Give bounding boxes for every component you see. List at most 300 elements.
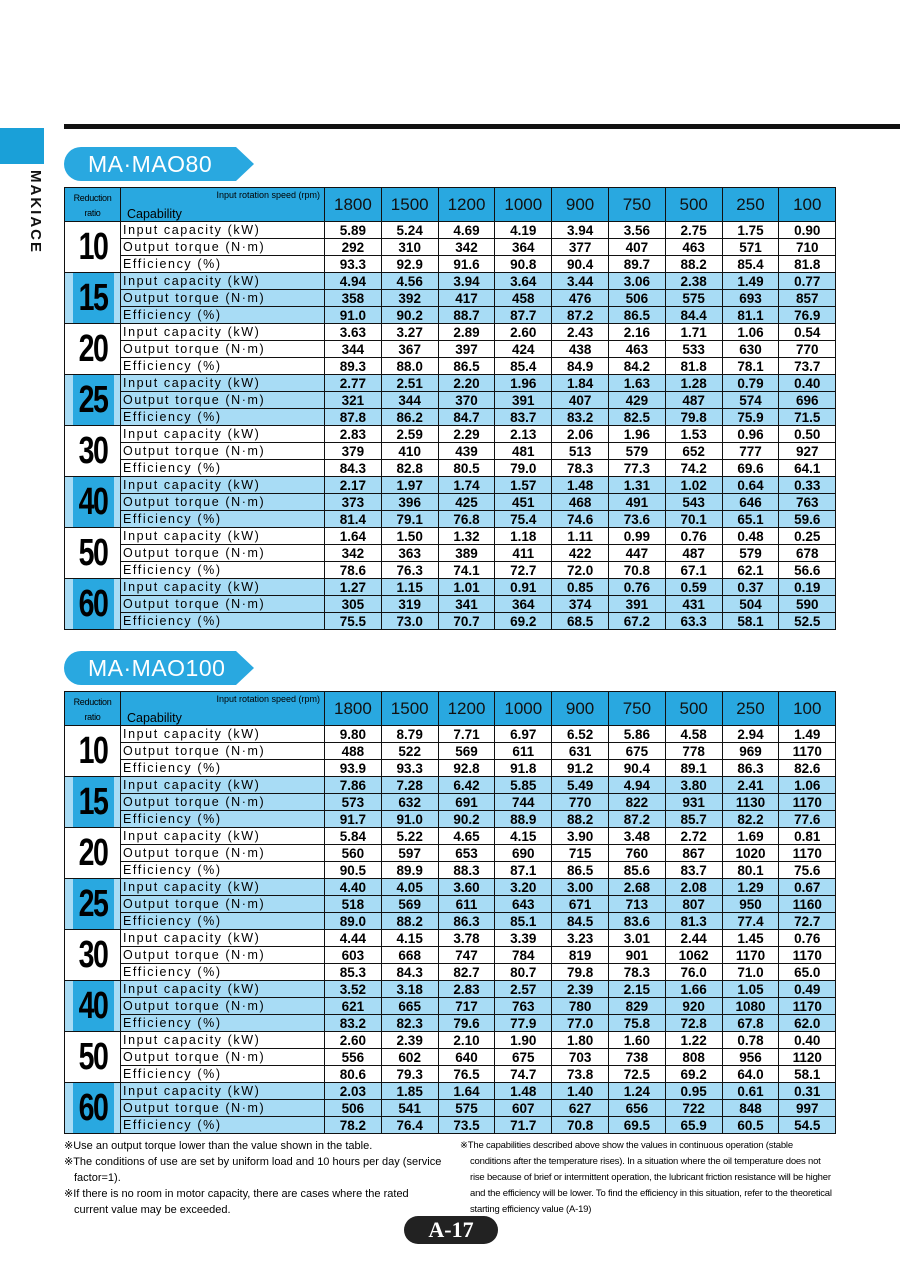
speed-header: 900 — [552, 188, 609, 222]
value-cell: 78.1 — [722, 358, 779, 375]
value-cell: 696 — [779, 392, 836, 409]
value-cell: 0.37 — [722, 579, 779, 596]
note: ※Use an output torque lower than the value shown in the table. — [64, 1140, 373, 1152]
value-cell: 848 — [722, 1100, 779, 1117]
input-speed-label: Input rotation speed (rpm) — [216, 694, 320, 704]
value-cell: 90.4 — [552, 256, 609, 273]
value-cell: 710 — [779, 239, 836, 256]
value-cell: 73.0 — [381, 613, 438, 630]
capability-table — [64, 691, 836, 1134]
value-cell: 68.5 — [552, 613, 609, 630]
row-label: Efficiency (%) — [121, 562, 325, 579]
table-row — [65, 947, 836, 964]
value-cell: 344 — [325, 341, 382, 358]
note: ※The capabilities described above show the values in continuous operation (stable conditions after the temperature rises). In a situation where the oil temperature does not rise because of brief or intermittent operation, the lubricant friction resistance will be higher and the efficiency will be lower. To find the efficiency in this situation, refer to the theoretical starting efficiency value (A-19) — [460, 1140, 832, 1215]
value-cell: 85.4 — [722, 256, 779, 273]
value-cell: 1.06 — [722, 324, 779, 341]
row-label: Input capacity (kW) — [121, 528, 325, 545]
section-title-badge — [64, 147, 254, 181]
ratio-cell: 10 — [72, 726, 114, 777]
value-cell: 91.8 — [495, 760, 552, 777]
value-cell: 88.2 — [381, 913, 438, 930]
row-label: Input capacity (kW) — [121, 375, 325, 392]
capability-label: Capability — [127, 711, 182, 725]
value-cell: 808 — [665, 1049, 722, 1066]
value-cell: 597 — [381, 845, 438, 862]
value-cell: 5.22 — [381, 828, 438, 845]
value-cell: 504 — [722, 596, 779, 613]
value-cell: 1130 — [722, 794, 779, 811]
value-cell: 91.0 — [381, 811, 438, 828]
value-cell: 377 — [552, 239, 609, 256]
speed-header: 500 — [665, 188, 722, 222]
value-cell: 76.3 — [381, 562, 438, 579]
table-row — [65, 341, 836, 358]
value-cell: 1.53 — [665, 426, 722, 443]
value-cell: 9.80 — [325, 726, 382, 743]
reduction-ratio-header: Reduction ratio — [65, 188, 121, 222]
ratio-cell: 20 — [72, 828, 114, 879]
value-cell: 3.78 — [438, 930, 495, 947]
row-label: Input capacity (kW) — [121, 828, 325, 845]
input-speed-label: Input rotation speed (rpm) — [216, 190, 320, 200]
row-label: Efficiency (%) — [121, 1015, 325, 1032]
notes-left — [64, 1138, 444, 1218]
value-cell: 675 — [608, 743, 665, 760]
value-cell: 79.6 — [438, 1015, 495, 1032]
value-cell: 1.85 — [381, 1083, 438, 1100]
value-cell: 3.60 — [438, 879, 495, 896]
value-cell: 3.01 — [608, 930, 665, 947]
value-cell: 630 — [722, 341, 779, 358]
table-row — [65, 1100, 836, 1117]
speed-header: 900 — [552, 692, 609, 726]
value-cell: 88.0 — [381, 358, 438, 375]
value-cell: 4.69 — [438, 222, 495, 239]
row-label: Output torque (N·m) — [121, 998, 325, 1015]
value-cell: 703 — [552, 1049, 609, 1066]
value-cell: 397 — [438, 341, 495, 358]
side-tab-marker — [0, 128, 44, 164]
value-cell: 2.60 — [495, 324, 552, 341]
value-cell: 391 — [608, 596, 665, 613]
value-cell: 770 — [552, 794, 609, 811]
value-cell: 86.5 — [608, 307, 665, 324]
value-cell: 0.33 — [779, 477, 836, 494]
value-cell: 770 — [779, 341, 836, 358]
table-row — [65, 239, 836, 256]
value-cell: 81.4 — [325, 511, 382, 528]
value-cell: 424 — [495, 341, 552, 358]
value-cell: 0.19 — [779, 579, 836, 596]
value-cell: 2.44 — [665, 930, 722, 947]
value-cell: 74.1 — [438, 562, 495, 579]
table-row — [65, 760, 836, 777]
value-cell: 2.15 — [608, 981, 665, 998]
value-cell: 2.41 — [722, 777, 779, 794]
speed-header: 750 — [608, 692, 665, 726]
section-title-badge — [64, 651, 254, 685]
value-cell: 73.5 — [438, 1117, 495, 1134]
title-arrow — [236, 651, 254, 685]
ratio-cell: 40 — [72, 981, 114, 1032]
value-cell: 64.1 — [779, 460, 836, 477]
table-row — [65, 477, 836, 494]
table-row — [65, 375, 836, 392]
row-label: Output torque (N·m) — [121, 845, 325, 862]
value-cell: 2.39 — [381, 1032, 438, 1049]
value-cell: 777 — [722, 443, 779, 460]
value-cell: 1.24 — [608, 1083, 665, 1100]
ratio-cell: 60 — [72, 579, 114, 630]
value-cell: 3.23 — [552, 930, 609, 947]
value-cell: 1.27 — [325, 579, 382, 596]
value-cell: 92.8 — [438, 760, 495, 777]
table-row — [65, 794, 836, 811]
value-cell: 80.6 — [325, 1066, 382, 1083]
row-label: Output torque (N·m) — [121, 947, 325, 964]
table-row — [65, 392, 836, 409]
value-cell: 569 — [381, 896, 438, 913]
value-cell: 425 — [438, 494, 495, 511]
value-cell: 90.2 — [438, 811, 495, 828]
value-cell: 69.6 — [722, 460, 779, 477]
value-cell: 0.50 — [779, 426, 836, 443]
value-cell: 579 — [608, 443, 665, 460]
value-cell: 6.97 — [495, 726, 552, 743]
value-cell: 506 — [325, 1100, 382, 1117]
value-cell: 5.89 — [325, 222, 382, 239]
table-row — [65, 256, 836, 273]
row-label: Output torque (N·m) — [121, 341, 325, 358]
value-cell: 468 — [552, 494, 609, 511]
value-cell: 901 — [608, 947, 665, 964]
value-cell: 4.56 — [381, 273, 438, 290]
value-cell: 543 — [665, 494, 722, 511]
value-cell: 4.94 — [325, 273, 382, 290]
value-cell: 84.3 — [325, 460, 382, 477]
row-label: Output torque (N·m) — [121, 392, 325, 409]
value-cell: 646 — [722, 494, 779, 511]
value-cell: 541 — [381, 1100, 438, 1117]
capability-header — [121, 188, 325, 222]
row-label: Output torque (N·m) — [121, 443, 325, 460]
value-cell: 0.79 — [722, 375, 779, 392]
row-label: Input capacity (kW) — [121, 273, 325, 290]
value-cell: 1.60 — [608, 1032, 665, 1049]
value-cell: 91.6 — [438, 256, 495, 273]
row-label: Input capacity (kW) — [121, 726, 325, 743]
value-cell: 71.5 — [779, 409, 836, 426]
value-cell: 780 — [552, 998, 609, 1015]
value-cell: 3.90 — [552, 828, 609, 845]
value-cell: 763 — [779, 494, 836, 511]
value-cell: 5.84 — [325, 828, 382, 845]
value-cell: 79.8 — [552, 964, 609, 981]
value-cell: 78.3 — [608, 964, 665, 981]
value-cell: 0.81 — [779, 828, 836, 845]
value-cell: 476 — [552, 290, 609, 307]
value-cell: 1170 — [722, 947, 779, 964]
value-cell: 76.9 — [779, 307, 836, 324]
value-cell: 2.16 — [608, 324, 665, 341]
section-title: MA·MAO100 — [88, 655, 226, 681]
value-cell: 640 — [438, 1049, 495, 1066]
value-cell: 717 — [438, 998, 495, 1015]
value-cell: 447 — [608, 545, 665, 562]
value-cell: 571 — [722, 239, 779, 256]
table-row — [65, 811, 836, 828]
row-label: Input capacity (kW) — [121, 1083, 325, 1100]
value-cell: 84.7 — [438, 409, 495, 426]
value-cell: 0.61 — [722, 1083, 779, 1100]
table-row — [65, 273, 836, 290]
value-cell: 0.31 — [779, 1083, 836, 1100]
table-row — [65, 596, 836, 613]
row-label: Input capacity (kW) — [121, 777, 325, 794]
row-label: Output torque (N·m) — [121, 1049, 325, 1066]
value-cell: 722 — [665, 1100, 722, 1117]
table-row — [65, 913, 836, 930]
value-cell: 653 — [438, 845, 495, 862]
value-cell: 89.0 — [325, 913, 382, 930]
page-number: A-17 — [404, 1216, 498, 1244]
value-cell: 64.0 — [722, 1066, 779, 1083]
value-cell: 4.44 — [325, 930, 382, 947]
value-cell: 763 — [495, 998, 552, 1015]
table-row — [65, 1083, 836, 1100]
value-cell: 319 — [381, 596, 438, 613]
value-cell: 1.40 — [552, 1083, 609, 1100]
value-cell: 481 — [495, 443, 552, 460]
value-cell: 2.72 — [665, 828, 722, 845]
row-label: Efficiency (%) — [121, 1066, 325, 1083]
value-cell: 86.3 — [722, 760, 779, 777]
value-cell: 2.39 — [552, 981, 609, 998]
value-cell: 75.8 — [608, 1015, 665, 1032]
value-cell: 75.5 — [325, 613, 382, 630]
top-rule — [64, 124, 900, 129]
value-cell: 575 — [665, 290, 722, 307]
value-cell: 631 — [552, 743, 609, 760]
ratio-cell: 20 — [72, 324, 114, 375]
value-cell: 1.84 — [552, 375, 609, 392]
value-cell: 997 — [779, 1100, 836, 1117]
value-cell: 89.7 — [608, 256, 665, 273]
value-cell: 77.6 — [779, 811, 836, 828]
value-cell: 1.02 — [665, 477, 722, 494]
value-cell: 1.15 — [381, 579, 438, 596]
row-label: Efficiency (%) — [121, 811, 325, 828]
value-cell: 1170 — [779, 743, 836, 760]
value-cell: 69.2 — [495, 613, 552, 630]
value-cell: 1.31 — [608, 477, 665, 494]
value-cell: 389 — [438, 545, 495, 562]
value-cell: 82.2 — [722, 811, 779, 828]
value-cell: 72.5 — [608, 1066, 665, 1083]
row-label: Input capacity (kW) — [121, 222, 325, 239]
value-cell: 3.80 — [665, 777, 722, 794]
value-cell: 2.75 — [665, 222, 722, 239]
table-row — [65, 981, 836, 998]
row-label: Output torque (N·m) — [121, 743, 325, 760]
value-cell: 342 — [325, 545, 382, 562]
value-cell: 58.1 — [779, 1066, 836, 1083]
table-row — [65, 1032, 836, 1049]
value-cell: 88.9 — [495, 811, 552, 828]
value-cell: 1.06 — [779, 777, 836, 794]
value-cell: 69.2 — [665, 1066, 722, 1083]
ratio-cell: 50 — [72, 1032, 114, 1083]
value-cell: 0.54 — [779, 324, 836, 341]
table-row — [65, 409, 836, 426]
value-cell: 91.7 — [325, 811, 382, 828]
value-cell: 1.96 — [495, 375, 552, 392]
value-cell: 87.2 — [552, 307, 609, 324]
value-cell: 0.85 — [552, 579, 609, 596]
value-cell: 1170 — [779, 947, 836, 964]
value-cell: 1.64 — [325, 528, 382, 545]
value-cell: 603 — [325, 947, 382, 964]
value-cell: 84.3 — [381, 964, 438, 981]
value-cell: 91.0 — [325, 307, 382, 324]
value-cell: 1.01 — [438, 579, 495, 596]
value-cell: 2.17 — [325, 477, 382, 494]
value-cell: 451 — [495, 494, 552, 511]
value-cell: 65.0 — [779, 964, 836, 981]
value-cell: 573 — [325, 794, 382, 811]
value-cell: 1.48 — [495, 1083, 552, 1100]
value-cell: 0.25 — [779, 528, 836, 545]
value-cell: 931 — [665, 794, 722, 811]
value-cell: 611 — [438, 896, 495, 913]
value-cell: 410 — [381, 443, 438, 460]
value-cell: 1.90 — [495, 1032, 552, 1049]
value-cell: 73.6 — [608, 511, 665, 528]
value-cell: 88.2 — [552, 811, 609, 828]
value-cell: 80.1 — [722, 862, 779, 879]
row-label: Input capacity (kW) — [121, 426, 325, 443]
value-cell: 1120 — [779, 1049, 836, 1066]
value-cell: 2.08 — [665, 879, 722, 896]
value-cell: 90.5 — [325, 862, 382, 879]
notes-right — [460, 1138, 836, 1218]
value-cell: 3.64 — [495, 273, 552, 290]
value-cell: 0.78 — [722, 1032, 779, 1049]
value-cell: 76.8 — [438, 511, 495, 528]
speed-header: 750 — [608, 188, 665, 222]
value-cell: 1.97 — [381, 477, 438, 494]
row-label: Input capacity (kW) — [121, 1032, 325, 1049]
value-cell: 2.06 — [552, 426, 609, 443]
value-cell: 2.68 — [608, 879, 665, 896]
table-row — [65, 862, 836, 879]
value-cell: 88.7 — [438, 307, 495, 324]
reduction-ratio-header: Reduction ratio — [65, 692, 121, 726]
value-cell: 93.9 — [325, 760, 382, 777]
value-cell: 84.2 — [608, 358, 665, 375]
table-row — [65, 222, 836, 239]
value-cell: 1.11 — [552, 528, 609, 545]
value-cell: 611 — [495, 743, 552, 760]
value-cell: 1160 — [779, 896, 836, 913]
value-cell: 76.0 — [665, 964, 722, 981]
value-cell: 2.43 — [552, 324, 609, 341]
value-cell: 579 — [722, 545, 779, 562]
value-cell: 58.1 — [722, 613, 779, 630]
value-cell: 59.6 — [779, 511, 836, 528]
value-cell: 73.7 — [779, 358, 836, 375]
speed-header: 500 — [665, 692, 722, 726]
value-cell: 602 — [381, 1049, 438, 1066]
value-cell: 487 — [665, 545, 722, 562]
row-label: Efficiency (%) — [121, 862, 325, 879]
speed-header: 1200 — [438, 188, 495, 222]
speed-header: 100 — [779, 692, 836, 726]
value-cell: 1.18 — [495, 528, 552, 545]
value-cell: 439 — [438, 443, 495, 460]
value-cell: 70.1 — [665, 511, 722, 528]
value-cell: 1.05 — [722, 981, 779, 998]
speed-header: 1000 — [495, 188, 552, 222]
value-cell: 90.4 — [608, 760, 665, 777]
value-cell: 0.90 — [779, 222, 836, 239]
value-cell: 3.27 — [381, 324, 438, 341]
value-cell: 2.77 — [325, 375, 382, 392]
value-cell: 70.8 — [608, 562, 665, 579]
table-row — [65, 324, 836, 341]
value-cell: 807 — [665, 896, 722, 913]
table-row — [65, 930, 836, 947]
value-cell: 62.1 — [722, 562, 779, 579]
value-cell: 87.8 — [325, 409, 382, 426]
value-cell: 344 — [381, 392, 438, 409]
value-cell: 1.74 — [438, 477, 495, 494]
value-cell: 74.7 — [495, 1066, 552, 1083]
value-cell: 4.19 — [495, 222, 552, 239]
value-cell: 1.80 — [552, 1032, 609, 1049]
value-cell: 668 — [381, 947, 438, 964]
value-cell: 84.5 — [552, 913, 609, 930]
value-cell: 370 — [438, 392, 495, 409]
value-cell: 533 — [665, 341, 722, 358]
value-cell: 8.79 — [381, 726, 438, 743]
value-cell: 522 — [381, 743, 438, 760]
row-label: Efficiency (%) — [121, 913, 325, 930]
value-cell: 678 — [779, 545, 836, 562]
table-row — [65, 358, 836, 375]
value-cell: 358 — [325, 290, 382, 307]
value-cell: 89.3 — [325, 358, 382, 375]
value-cell: 69.5 — [608, 1117, 665, 1134]
value-cell: 62.0 — [779, 1015, 836, 1032]
value-cell: 364 — [495, 596, 552, 613]
value-cell: 487 — [665, 392, 722, 409]
value-cell: 463 — [665, 239, 722, 256]
value-cell: 4.15 — [495, 828, 552, 845]
value-cell: 784 — [495, 947, 552, 964]
value-cell: 822 — [608, 794, 665, 811]
value-cell: 518 — [325, 896, 382, 913]
value-cell: 1.57 — [495, 477, 552, 494]
value-cell: 82.3 — [381, 1015, 438, 1032]
value-cell: 86.5 — [552, 862, 609, 879]
value-cell: 67.8 — [722, 1015, 779, 1032]
value-cell: 84.4 — [665, 307, 722, 324]
row-label: Efficiency (%) — [121, 307, 325, 324]
value-cell: 1.63 — [608, 375, 665, 392]
value-cell: 422 — [552, 545, 609, 562]
